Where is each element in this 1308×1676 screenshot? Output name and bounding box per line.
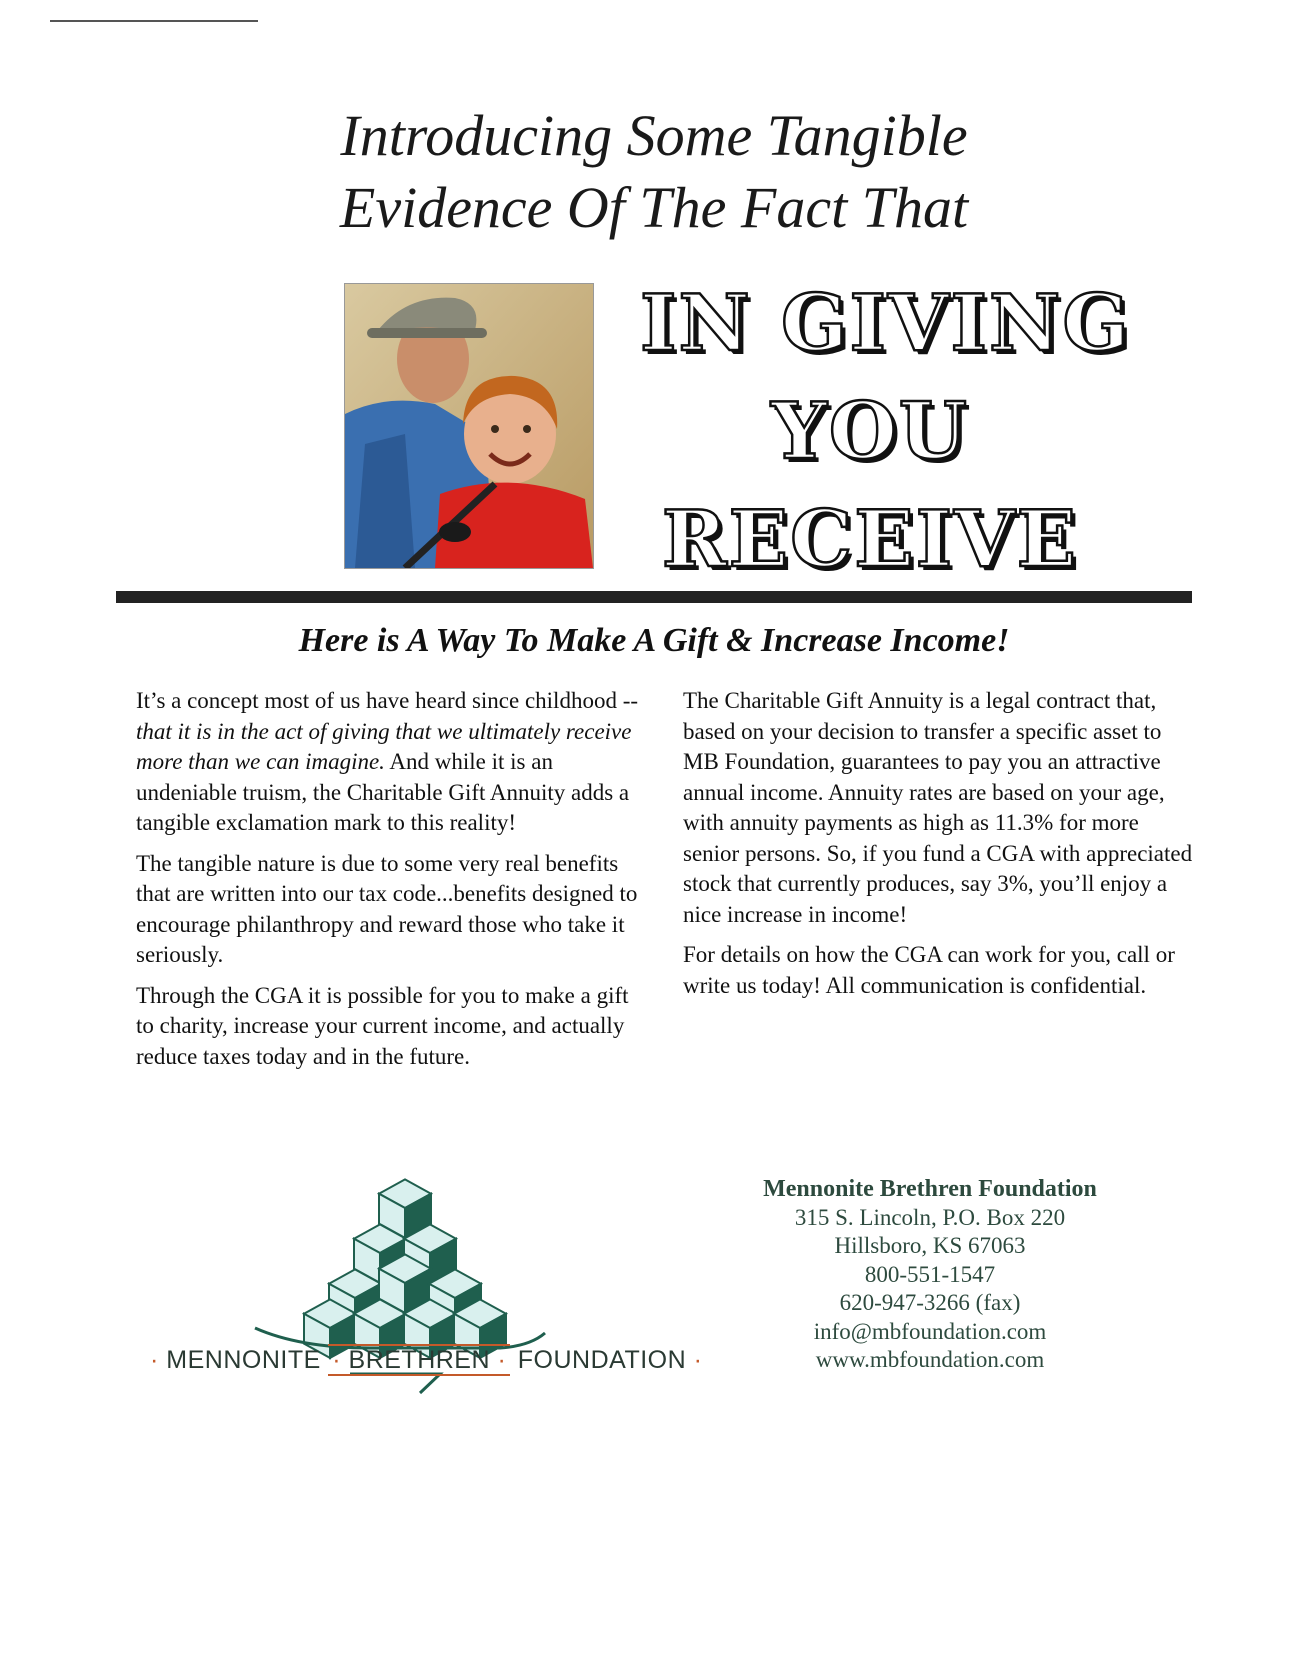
logo-word-mennonite: MENNONITE <box>166 1346 321 1374</box>
intro-line-1: Introducing Some Tangible <box>340 103 968 168</box>
headline-line-2: YOU <box>771 386 969 477</box>
contact-address-1: 315 S. Lincoln, P.O. Box 220 <box>794 1204 1066 1230</box>
logo-dot: · <box>150 1346 159 1374</box>
left-paragraph-2: The tangible nature is due to some very real benefits that are written into our tax code...benefits designed to encourage philanthropy and reward those who take it seriously. <box>136 850 638 967</box>
intro-line-2: Evidence Of The Fact That <box>339 175 969 240</box>
contact-website[interactable]: www.mbfoundation.com <box>815 1347 1045 1372</box>
logo-wordmark <box>150 1346 703 1375</box>
logo-word-brethren: BRETHREN <box>348 1346 491 1374</box>
headline-line-1: IN GIVING <box>640 278 1131 369</box>
headline <box>640 270 1131 594</box>
contact-address-2: Hillsboro, KS 67063 <box>834 1233 1026 1258</box>
right-paragraph-2: For details on how the CGA can work for you, call or write us today! All communication is confidential. <box>683 942 1175 998</box>
contact-email[interactable]: info@mbfoundation.com <box>813 1318 1047 1344</box>
left-paragraph-3: Through the CGA it is possible for you to make a gift to charity, increase your current income, and actually reduce taxes today and in the future. <box>136 982 629 1069</box>
right-column <box>683 686 1193 1011</box>
left-p1-text-a: It’s a concept most of us have heard since childhood -- <box>136 688 639 713</box>
logo-dot: · <box>693 1346 703 1374</box>
logo-dot: · <box>497 1346 507 1374</box>
father-son-photo <box>344 283 594 569</box>
top-rule <box>50 20 258 22</box>
father-and-son-fishing-photo-icon <box>345 284 593 568</box>
contact-fax: 620-947-3266 (fax) <box>839 1290 1021 1315</box>
right-paragraph-1: The Charitable Gift Annuity is a legal contract that, based on your decision to transfer a specific asset to MB Foundation, guarantees to pay you an attractive annual income. Annuity rates are based on your age, with annuity payments as high as 11.3% for more senior persons. So, if you fund a CGA with appreciated stock that currently produces, say 3%, you’ll enjoy a nice increase in income! <box>683 688 1193 927</box>
left-p1-emphasis: that it is in the act of giving that we ultimately receive more than we can imagine. <box>136 718 632 774</box>
headline-line-3: RECEIVE <box>661 494 1079 585</box>
left-paragraph-1 <box>136 686 646 839</box>
contact-org: Mennonite Brethren Foundation <box>763 1176 1097 1202</box>
left-column <box>136 686 646 1082</box>
logo-dot: · <box>332 1346 342 1374</box>
logo-word-foundation: FOUNDATION <box>517 1346 687 1374</box>
stacked-cubes-logo-icon <box>150 1178 680 1418</box>
left-p1-text-b: And while it is an undeniable truism, the Charitable Gift Annuity adds a tangible exclamation mark to this reality! <box>136 749 630 835</box>
intro-heading <box>0 100 1308 244</box>
divider-bar <box>116 591 1192 603</box>
contact-block <box>720 1175 1140 1375</box>
contact-phone: 800-551-1547 <box>864 1261 996 1287</box>
subheading: Here is A Way To Make A Gift & Increase Income! <box>298 622 1010 659</box>
